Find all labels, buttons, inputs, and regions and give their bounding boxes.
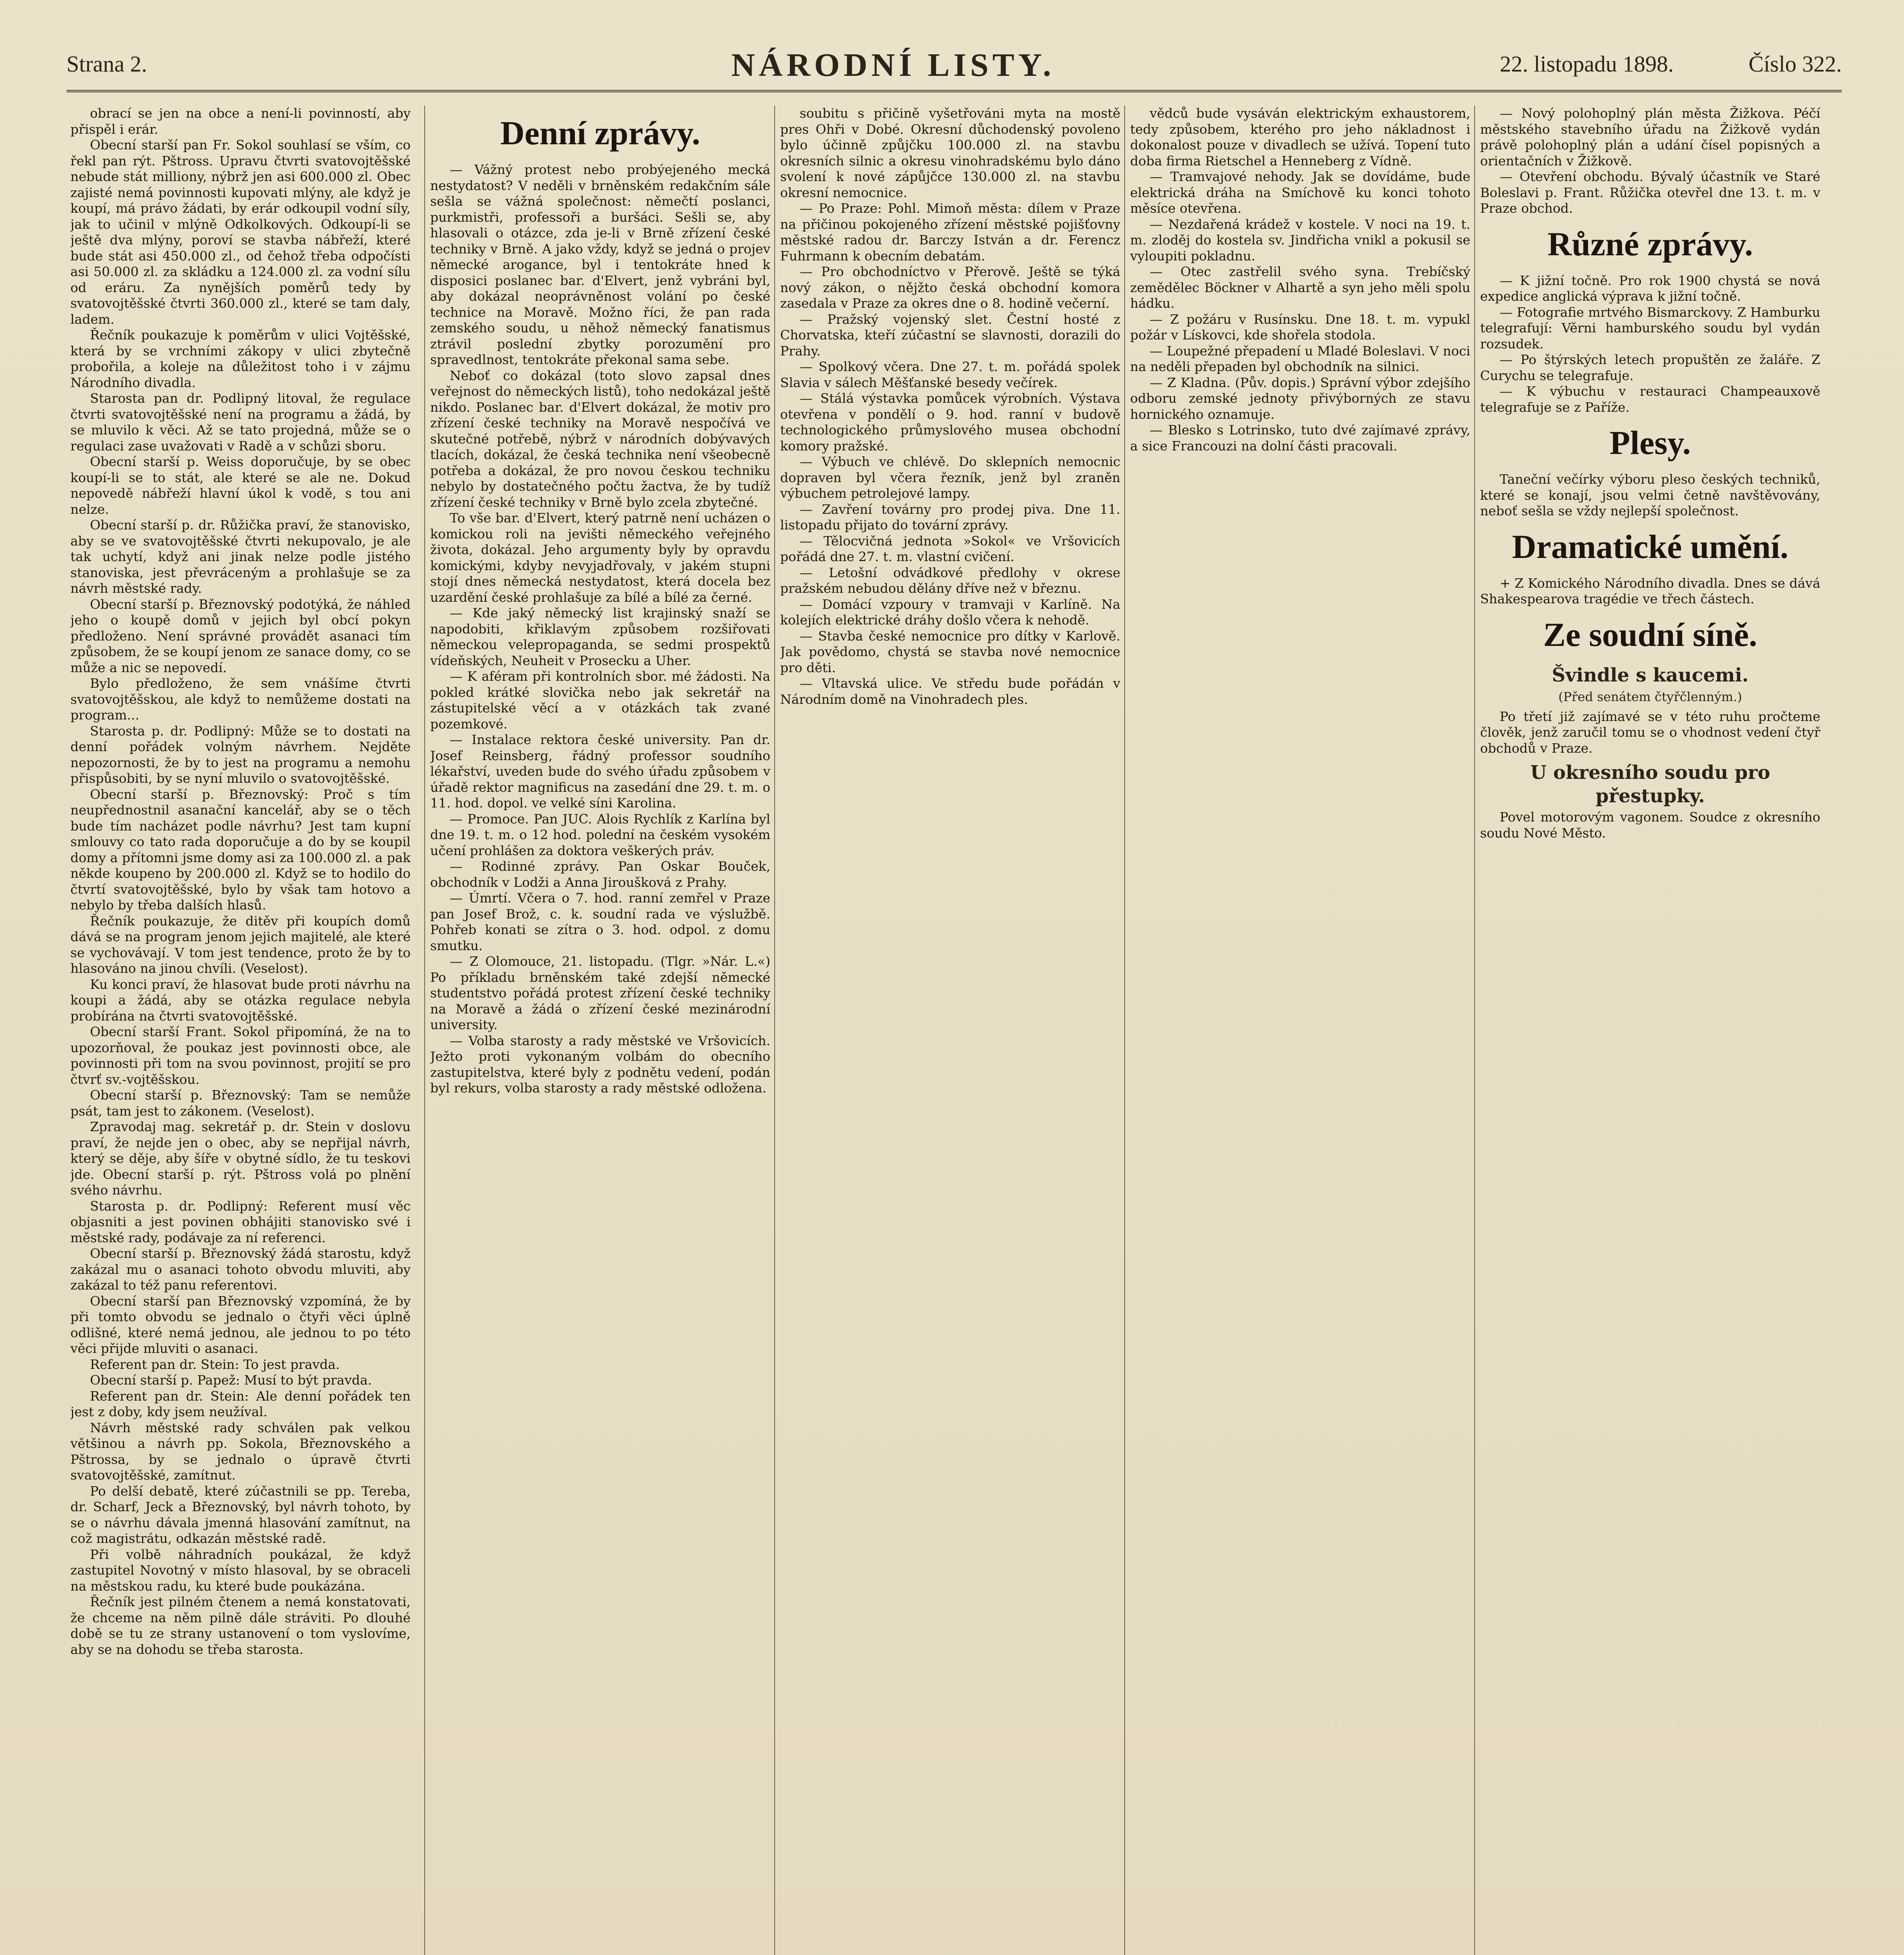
article-paragraph: Taneční večírky výboru pleso českých techniků, které se konají, jsou velmi četně navštěvovány, neboť sešla se vždy nejlepší společnost. — [1480, 472, 1820, 518]
article-paragraph: Po třetí již zajímavé se v této ruhu pročteme člověk, jenž zaručil tomu se o vhodnost vedení čtyř obchodů v Praze. — [1480, 708, 1820, 756]
article-paragraph: — Fotografie mrtvého Bismarckovy. Z Hamburku telegrafují: Věrni hamburského soudu byl vydán rozsudek. — [1480, 304, 1820, 352]
article-paragraph: Obecní starší pan Březnovský vzpomíná, že by při tomto obvodu se jednalo o čtyři věci úplně odlišné, které nemá jednou, ale jednou to po této věci přijde mluviti o asanaci. — [70, 1293, 411, 1356]
article-paragraph: Neboť co dokázal (toto slovo zapsal dnes veřejnost do německých listů), toho nedokázal ještě nikdo. Poslanec bar. d'Elvert dokázal, že motiv pro zřízení české techniky na Moravě nespočívá ve skutečné potřebě, nýbrž v národních dobývavých tlacích, dokázal, že česká technika není všeobecně potřeba a dokázal, že pro novou českou techniku nebylo by dostatečného počtu žactva, že by tudíž zřízení české techniky v Brně bylo zcela zbytečné. — [430, 368, 770, 510]
article-paragraph: — Domácí vzpoury v tramvaji v Karlíně. Na kolejích elektrické dráhy došlo včera k nehodě. — [780, 596, 1120, 628]
article-paragraph: — Nový polohoplný plán města Žižkova. Péčí městského stavebního úřadu na Žižkově vydán právě polohoplný plán a udání čísel popisných a orientačních v Žižkově. — [1480, 106, 1820, 169]
article-paragraph: Starosta pan dr. Podlipný litoval, že regulace čtvrti svatovojtěšské není na programu a žádá, by se mluvilo k věci. Až se tato projedná, může se o regulaci zase uvažovati v Radě a v schůzi sboru. — [70, 391, 411, 454]
article-paragraph: — Pražský vojenský slet. Čestní hosté z Chorvatska, kteří zúčastní se slavnosti, dorazili do Prahy. — [780, 311, 1120, 359]
article-paragraph: Obecní starší p. Weiss doporučuje, by se obec koupí-li se to stát, ale které se ale ne. Dokud nepovedě nábřeží hlavní úkol k vodě, s tou ani nelze. — [70, 454, 411, 517]
article-paragraph: Obecní starší p. Březnovský: Tam se nemůže psát, tam jest to zákonem. (Veselost). — [70, 1087, 411, 1119]
article-paragraph: — Blesko s Lotrinsko, tuto dvé zajímavé zprávy, a sice Francouzi na dolní části pracovali. — [1130, 422, 1470, 454]
column-3 — [780, 106, 1120, 1955]
article-paragraph: — Tramvajové nehody. Jak se dovídáme, bude elektrická dráha na Smíchově ku konci tohoto měsíce otevřena. — [1130, 169, 1470, 216]
article-paragraph: — Spolkový včera. Dne 27. t. m. pořádá spolek Slavia v sálech Měšťanské besedy večírek. — [780, 359, 1120, 390]
article-paragraph: Řečník jest pilném čtenem a nemá konstatovati, že chceme na něm pilně dále stráviti. Po dlouhé době se tu ze strany ustanovení o tom vyslovíme, aby se na dohodu se třeba starosta. — [70, 1594, 411, 1657]
article-paragraph: — Po štýrských letech propuštěn ze žaláře. Z Curychu se telegrafuje. — [1480, 352, 1820, 383]
article-paragraph: Obecní starší p. Březnovský podotýká, že náhled jeho o koupě domů v jejich byl obcí pokyn předloženo. Není správné provádět asanaci tím způsobem, že se koupí jenom ze sanace domy, co se může a nic se nepovedí. — [70, 596, 411, 675]
section-title-denni: Denní zprávy. — [500, 114, 700, 152]
section-title-plesy: Plesy. — [1610, 424, 1691, 461]
article-paragraph: — Otec zastřelil svého syna. Trebíčský zemědělec Böckner v Alhartě a syn jeho měli spolu hádku. — [1130, 264, 1470, 311]
issue-number: Číslo 322. — [1748, 51, 1842, 77]
article-paragraph: Starosta p. dr. Podlipný: Může se to dostati na denní pořádek volným návrhem. Nejděte nepozornosti, že by to jest na programu a nemohu přispůsobiti, by se nyní mluvilo o svatovojtěšské. — [70, 723, 411, 786]
article-paragraph: — Po Praze: Pohl. Mimoň města: dílem v Praze na přičinou pokojeného zřízení městské pojišťovny městské radou dr. Barczy István a dr. Ferencz Fuhrmann k obecním debatám. — [780, 201, 1120, 264]
article-paragraph: To vše bar. d'Elvert, který patrně není ucházen o komickou roli na jevišti německého veřejného života, dokázal. Jeho argumenty byly by opravdu komickými, kdyby nevyjadřovaly, v jakém stupni stojí dnes německá nestydatost, která docela bez uzardění české prohlašuje za bílé a bílé za černé. — [430, 510, 770, 605]
article-paragraph: — K výbuchu v restauraci Champeauxově telegrafuje se z Paříže. — [1480, 384, 1820, 415]
article-paragraph: Návrh městské rady schválen pak velkou většinou a návrh pp. Sokola, Březnovského a Pštrossa, by se jednalo o úpravě čtvrti svatovojtěšské, zamítnut. — [70, 1420, 411, 1483]
article-paragraph: — Loupežné přepadení u Mladé Boleslavi. V noci na neděli přepaden byl obchodník na silnici. — [1130, 343, 1470, 374]
article-paragraph: Referent pan dr. Stein: To jest pravda. — [90, 1356, 340, 1372]
article-paragraph: — Otevření obchodu. Bývalý účastník ve Staré Boleslavi p. Frant. Růžička otevřel dne 13. t. m. v Praze obchod. — [1480, 169, 1820, 216]
section-title-umeni: Dramatické umění. — [1512, 527, 1789, 565]
article-paragraph: — K jižní točně. Pro rok 1900 chystá se nová expedice anglická výprava k jižní točně. — [1480, 273, 1820, 304]
article-paragraph: Obecní starší p. Papež: Musí to být pravda. — [90, 1372, 372, 1388]
article-paragraph: soubitu s přičině vyšetřováni myta na mostě pres Ohři v Dobé. Okresní důchodenský povoleno bylo účinně způjčku 100.000 zl. na stavbu okresních silnic a okresu vinohradskému bylo dáno svolení k nové zápůjčce 130.000 zl. na stavbu okresní nemocnice. — [780, 106, 1120, 200]
article-paragraph: — Nezdařená krádež v kostele. V noci na 19. t. m. zloděj do kostela sv. Jindřicha vnikl a pokusil se vyloupiti pokladnu. — [1130, 216, 1470, 264]
column-rule — [1474, 106, 1475, 1955]
article-paragraph: Povel motorovým vagonem. Soudce z okresního soudu Nové Město. — [1480, 809, 1820, 841]
page-header — [66, 43, 1842, 92]
page-number: Strana 2. — [66, 51, 147, 77]
article-paragraph: — Promoce. Pan JUC. Alois Rychlík z Karlína byl dne 19. t. m. o 12 hod. polední na českém vysokém učení prohlášen za doktora veškerých práv. — [430, 811, 770, 858]
article-paragraph: Zpravodaj mag. sekretář p. dr. Stein v doslovu praví, že nejde jen o obec, aby se nepřijal návrh, který se děje, aby šíře v obytné sídlo, že tu teskovi jde. Obecní starší p. rýt. Pštross volá po plnění svého návrhu. — [70, 1119, 411, 1198]
article-paragraph: — Instalace rektora české university. Pan dr. Josef Reinsberg, řádný professor soudního lékařství, uveden bude do svého úřadu způsobem v úřadě rektor magnificus na zasedání dne 29. t. m. o 11. hod. dopol. ve velké síni Karolina. — [430, 732, 770, 811]
masthead: NÁRODNÍ LISTY. — [731, 47, 1055, 83]
article-paragraph: — Z požáru v Rusínsku. Dne 18. t. m. vypukl požár v Lískovci, kde shořela stodola. — [1130, 311, 1470, 343]
column-5 — [1480, 106, 1820, 1955]
article-paragraph: — Zavření továrny pro prodej piva. Dne 11. listopadu přijato do tovární zprávy. — [780, 501, 1120, 533]
article-paragraph: Obecní starší p. dr. Růžička praví, že stanovisko, aby se ve svatovojtěšské čtvrti nekupovalo, je ale tak uchytí, když ani jinak nelze podle jistého stanoviska, jest převráceným a prohlašuje se za návrh městské rady. — [70, 517, 411, 596]
article-paragraph: — Volba starosty a rady městské ve Vršovicích. Ježto proti vykonaným volbám do obecního zastupitelstva, které byly z podnětu vedení, podán byl rekurs, volba starosty a rady městské odložena. — [430, 1033, 770, 1096]
article-paragraph: Obecní starší p. Březnovský: Proč s tím neupřednostnil asanační kancelář, aby se o těch bude tím nacházet podle návrhu? Jest tam kupní smlouvy co tato rada doporučuje a do by se koupil domy a přítomni jsme domy asi za 100.000 zl. a pak někde koupeno by 200.000 zl. Když se to hodilo do čtvrtí svatovojtěšské, bylo by však tam hotovo a nebylo by třeba dalších hlasů. — [70, 786, 411, 913]
article-paragraph: obrací se jen na obce a není-li povinností, aby přispěl i erár. — [70, 106, 411, 137]
column-2 — [430, 106, 770, 1955]
article-paragraph: Po delší debatě, které zúčastnili se pp. Tereba, dr. Scharf, Jeck a Březnovský, byl návrh tohoto, by se o návrhu dávala jmenná hlasování zamítnut, na což magistrátu, odkazán městské radě. — [70, 1483, 411, 1546]
article-paragraph: — Stavba české nemocnice pro dítky v Karlově. Jak povědomo, chystá se stavba nové nemocnice pro děti. — [780, 628, 1120, 675]
article-subtitle-svindle: (Před senátem čtyřčlenným.) — [1558, 689, 1742, 704]
article-paragraph: Řečník poukazuje, že ditěv při koupích domů dává se na program jenom jejich majitelé, ale které se vychovávají. V tom jest tendence, proto že by to hlasováno na jinou chvíli. (Veselost). — [70, 913, 411, 976]
article-paragraph: — Z Olomouce, 21. listopadu. (Tlgr. »Nár. L.«) Po příkladu brněnském také zdejší německé studentstvo pořádá protest zřízení české techniky na Moravě a žádá o zřízení české mezinárodní university. — [430, 954, 770, 1032]
article-paragraph: — Úmrtí. Včera o 7. hod. ranní zemřel v Praze pan Josef Brož, c. k. soudní rada ve výslužbě. Pohřeb konati se zítra o 3. hod. odpol. z domu smutku. — [430, 890, 770, 953]
article-paragraph: — Kde jaký německý list krajinský snaží se napodobiti, křiklavým způsobem rozšiřovati německou velepropaganda, se sedmi prospektů vídeňských, Neuheit v Prosecku a Uher. — [430, 605, 770, 668]
article-paragraph: — Letošní odvádkové předlohy v okrese pražském nebudou dělány dříve než v březnu. — [780, 565, 1120, 596]
issue-date: 22. listopadu 1898. — [1500, 51, 1674, 77]
column-4 — [1130, 106, 1470, 1955]
article-paragraph: — Pro obchodníctvo v Přerově. Ještě se týká nový zákon, o nějžto česká obchodní komora zasedala v Praze za okres dne o 8. hodině večerní. — [780, 264, 1120, 311]
column-1 — [70, 106, 411, 1955]
column-rule — [774, 106, 775, 1955]
article-title-svindle: Švindle s kaucemi. — [1552, 664, 1749, 686]
article-paragraph: Bylo předloženo, že sem vnášíme čtvrti svatovojtěšskou, ale když to nemůžeme dostati na program... — [70, 676, 411, 723]
column-rule — [424, 106, 425, 1955]
article-paragraph: — Vltavská ulice. Ve středu bude pořádán v Národním domě na Vinohradech ples. — [780, 676, 1120, 707]
article-paragraph: — Tělocvičná jednota »Sokol« ve Vršovicích pořádá dne 27. t. m. vlastní cvičení. — [780, 533, 1120, 564]
article-paragraph: — Z Kladna. (Pův. dopis.) Správní výbor zdejšího odboru zemské jednoty přivýborných ze stavu hornického oznamuje. — [1130, 375, 1470, 422]
article-paragraph: — Výbuch ve chlévě. Do sklepních nemocnic dopraven byl včera řezník, jenž byl zraněn výbuchem petrolejové lampy. — [780, 454, 1120, 501]
article-paragraph: + Z Komického Národního divadla. Dnes se dává Shakespearova tragédie ve třech částech. — [1480, 575, 1820, 606]
article-title-prestupky: U okresního soudu pro přestupky. — [1530, 762, 1770, 807]
column-rule — [1124, 106, 1125, 1955]
article-paragraph: Starosta p. dr. Podlipný: Referent musí věc objasniti a jest povinen obhájiti stanovisko své i městské rady, podávaje za ní referenci. — [70, 1198, 411, 1245]
article-paragraph: — Stálá výstavka pomůcek výrobních. Výstava otevřena v pondělí o 9. hod. ranní v budově technologického průmyslového musea obchodní komory pražské. — [780, 391, 1120, 454]
section-title-ruzne: Různé zprávy. — [1547, 225, 1753, 263]
article-paragraph: — Rodinné zprávy. Pan Oskar Bouček, obchodník v Lodži a Anna Jiroušková z Prahy. — [430, 859, 770, 890]
article-paragraph: Referent pan dr. Stein: Ale denní pořádek ten jest z doby, kdy jsem neužíval. — [70, 1388, 411, 1419]
article-paragraph: Obecní starší Frant. Sokol připomíná, že na to upozorňoval, že poukaz jest povinnosti obce, ale povinnosti při tom na svou povinnost, projití se pro čtvrť sv.-vojtěšskou. — [70, 1024, 411, 1087]
article-paragraph: — K aféram při kontrolních sbor. mé žádosti. Na pokled krátké slovička nebo jak sekretář na zástupitelské věcí a v otázkách tak zvané pozemkové. — [430, 669, 770, 732]
article-paragraph: Obecní starší p. Březnovský žádá starostu, když zakázal mu o asanaci tohoto obvodu mluviti, aby zakázal to též panu referentovi. — [70, 1246, 411, 1293]
article-paragraph: — Vážný protest nebo probýejeného mecká nestydatost? V neděli v brněnském redakčním sále sešla se vážná společnost: němečtí poslanci, purkmistři, professoři a buršáci. Sešli se, aby hlasovali o otázce, zda je-li v Brně zřízení české techniky v Brně. A jako vždy, když se jedná o projev německé arogance, byl i tentokráte hned k disposici poslanec bar. d'Elvert, jenž vybráni byl, aby dokázal neoprávněnost volání po české technice na Moravě. Možno říci, že pan rada zemského soudu, u něhož německý fanatismus ztrávil poslední zbytky porozumění pro spravedlnost, tentokráte překonal sama sebe. — [430, 162, 770, 367]
article-paragraph: Při volbě náhradních poukázal, že když zastupitel Novotný v místo hlasoval, by se obraceli na městskou radu, ku které bude poukázána. — [70, 1546, 411, 1594]
article-paragraph: vědců bude vysáván elektrickým exhaustorem, tedy způsobem, kterého pro jeho nákladnost i dokonalost pouze v divadlech se užívá. Topení tuto doba firma Rietschel a Henneberg z Vídně. — [1130, 106, 1470, 169]
article-paragraph: Obecní starší pan Fr. Sokol souhlasí se vším, co řekl pan rýt. Pštross. Upravu čtvrti svatovojtěšské nebude stát milliony, nýbrž jen asi 600.000 zl. Obec zajisté nemá povinnosti kupovati mlýny, ale když je koupí, má právo žádati, by erár odkoupil vodní síly, jak to učinil v mlýně Odkolkových. Odkoupí-li se ještě dva mlýny, poroví se stavba nábřeží, které bude stát asi 450.000 zl., od čehož třeba odpočísti asi 50.000 zl. za skládku a 124.000 zl. za vodní sílu od eráru. Za nynějších poměrů tedy by svatovojtěšské čtvrti 360.000 zl., které se tam daly, ladem. — [70, 137, 411, 327]
section-title-soudni: Ze soudní síně. — [1543, 615, 1757, 653]
article-paragraph: Řečník poukazuje k poměrům v ulici Vojtěšské, která by se vrchními zákopy v ulici zbytečně probořila, a koleje na důležitost toho i v zájmu Národního divadla. — [70, 327, 411, 390]
article-paragraph: Ku konci praví, že hlasovat bude proti návrhu na koupi a žádá, aby se otázka regulace nebyla probírána na čtvrti svatovojtěšské. — [70, 976, 411, 1024]
